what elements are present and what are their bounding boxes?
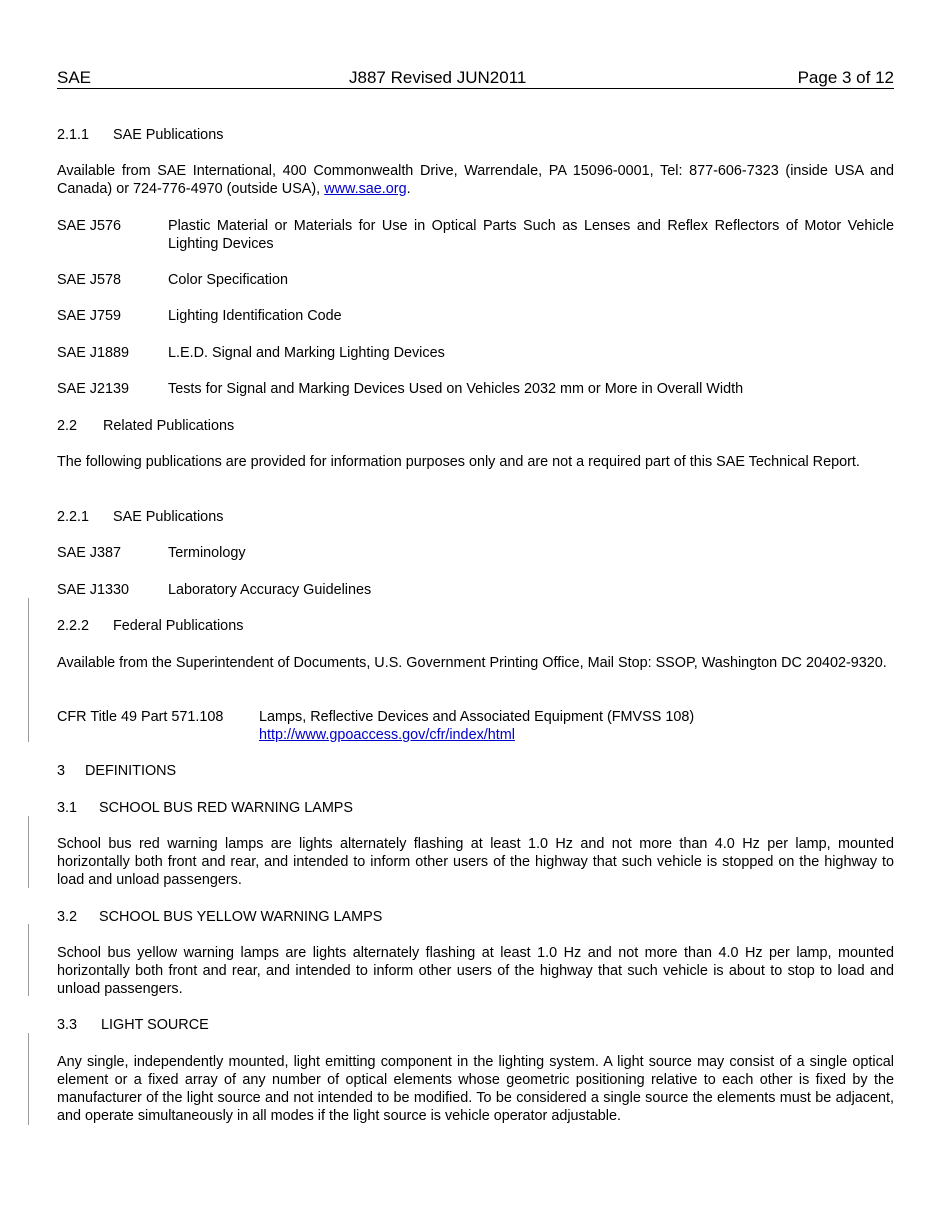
paragraph-text: Available from SAE International, 400 Commonwealth Drive, Warrendale, PA 15096-0001, Tel: 877-606-7323 (inside USA and Canada) or 724-776-4970 (outside USA), bbox=[57, 163, 894, 197]
reference-code: SAE J576 bbox=[57, 218, 121, 234]
section-title: Related Publications bbox=[103, 418, 235, 434]
reference-title: Laboratory Accuracy Guidelines bbox=[168, 582, 372, 598]
page-header bbox=[57, 68, 894, 89]
section-heading bbox=[57, 762, 894, 780]
section-number: 3 bbox=[57, 763, 66, 779]
reference-title bbox=[259, 708, 894, 744]
section-number: 2.1.1 bbox=[57, 127, 90, 143]
section-title: SCHOOL BUS YELLOW WARNING LAMPS bbox=[99, 909, 383, 925]
reference-entry bbox=[57, 708, 894, 744]
paragraph bbox=[57, 944, 894, 998]
header-org: SAE bbox=[57, 68, 92, 87]
reference-code: SAE J1330 bbox=[57, 582, 130, 598]
section-heading bbox=[57, 126, 894, 144]
paragraph-text: School bus red warning lamps are lights alternately flashing at least 1.0 Hz and not more than 4.0 Hz per lamp, mounted horizontally both front and rear, and intended to inform other users of the highway that such vehicle is stopped on the highway to load and unload passengers. bbox=[57, 836, 894, 888]
reference-code: CFR Title 49 Part 571.108 bbox=[57, 709, 224, 725]
reference-title: Color Specification bbox=[168, 272, 288, 288]
section-number: 3.2 bbox=[57, 909, 78, 925]
section-number: 2.2.2 bbox=[57, 618, 90, 634]
paragraph-text: School bus yellow warning lamps are lights alternately flashing at least 1.0 Hz and not more than 4.0 Hz per lamp, mounted horizontally both front and rear, and intended to inform other users of the highway that such vehicle is about to stop to load and unload passengers. bbox=[57, 945, 894, 997]
paragraph-text-end: . bbox=[406, 181, 411, 197]
paragraph-text: Any single, independently mounted, light emitting component in the lighting system. A light source may consist of a single optical element or a fixed array of any number of optical elements whose geometric positioning relative to each other is fixed by the manufacturer of the light source and not intended to be modified. To be considered a single source the elements must be adjacent, and operate simultaneously in all modes if the light source is vehicle operator adjustable. bbox=[57, 1054, 894, 1124]
section-title: LIGHT SOURCE bbox=[101, 1017, 209, 1033]
reference-entry bbox=[57, 344, 894, 362]
change-bar bbox=[28, 816, 29, 888]
section-heading bbox=[57, 617, 894, 635]
reference-title: Lighting Identification Code bbox=[168, 308, 342, 324]
change-bar bbox=[28, 1033, 29, 1125]
header-document-id: J887 Revised JUN2011 bbox=[349, 68, 527, 87]
reference-entry bbox=[57, 217, 894, 253]
reference-entry bbox=[57, 380, 894, 398]
reference-code: SAE J387 bbox=[57, 545, 121, 561]
paragraph bbox=[57, 835, 894, 889]
change-bar bbox=[28, 924, 29, 996]
paragraph bbox=[57, 453, 894, 471]
reference-entry bbox=[57, 544, 894, 562]
gpo-access-link[interactable]: http://www.gpoaccess.gov/cfr/index/html bbox=[259, 727, 515, 743]
section-heading bbox=[57, 908, 894, 926]
section-heading bbox=[57, 799, 894, 817]
section-title: DEFINITIONS bbox=[85, 763, 177, 779]
reference-title: Terminology bbox=[168, 545, 246, 561]
reference-entry bbox=[57, 581, 894, 599]
section-number: 3.3 bbox=[57, 1017, 78, 1033]
reference-title-text: Lamps, Reflective Devices and Associated Equipment (FMVSS 108) bbox=[259, 709, 695, 725]
reference-title: Tests for Signal and Marking Devices Used on Vehicles 2032 mm or More in Overall Width bbox=[168, 381, 744, 397]
reference-entry bbox=[57, 271, 894, 289]
reference-entry bbox=[57, 307, 894, 325]
section-title: SAE Publications bbox=[113, 509, 224, 525]
section-heading bbox=[57, 508, 894, 526]
reference-code: SAE J2139 bbox=[57, 381, 130, 397]
section-number: 3.1 bbox=[57, 800, 78, 816]
paragraph-text: Available from the Superintendent of Documents, U.S. Government Printing Office, Mail Stop: SSOP, Washington DC 20402-9320. bbox=[57, 655, 887, 671]
section-number: 2.2 bbox=[57, 418, 78, 434]
header-page-number: Page 3 of 12 bbox=[797, 68, 894, 87]
reference-code: SAE J1889 bbox=[57, 345, 130, 361]
section-title: SAE Publications bbox=[113, 127, 224, 143]
section-heading bbox=[57, 417, 894, 435]
paragraph bbox=[57, 1053, 894, 1125]
change-bar bbox=[28, 598, 29, 742]
reference-title: L.E.D. Signal and Marking Lighting Devices bbox=[168, 345, 445, 361]
sae-website-link[interactable]: www.sae.org bbox=[324, 181, 407, 197]
paragraph bbox=[57, 654, 894, 672]
reference-code: SAE J759 bbox=[57, 308, 121, 324]
section-title: SCHOOL BUS RED WARNING LAMPS bbox=[99, 800, 354, 816]
section-title: Federal Publications bbox=[113, 618, 244, 634]
reference-code: SAE J578 bbox=[57, 272, 121, 288]
section-heading bbox=[57, 1016, 894, 1034]
paragraph bbox=[57, 162, 894, 198]
section-number: 2.2.1 bbox=[57, 509, 90, 525]
reference-title: Plastic Material or Materials for Use in Optical Parts Such as Lenses and Reflex Reflectors of Motor Vehicle Lighting Devices bbox=[168, 218, 894, 252]
paragraph-text: The following publications are provided for information purposes only and are not a required part of this SAE Technical Report. bbox=[57, 454, 860, 470]
